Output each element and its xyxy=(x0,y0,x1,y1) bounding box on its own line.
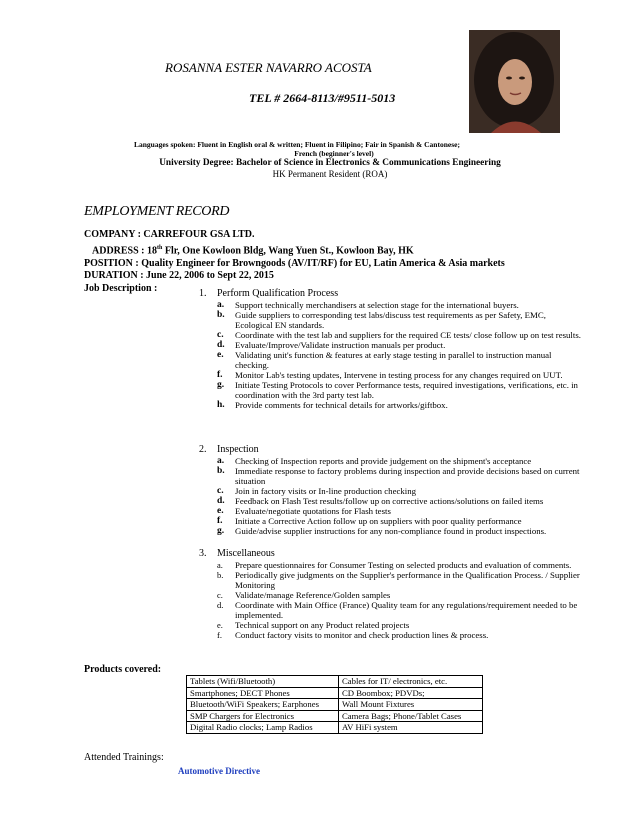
languages xyxy=(134,140,534,158)
list-item: a. Prepare questionnaires for Consumer Testing on selected products and evaluation of comments. xyxy=(217,560,572,570)
list-item: c. Validate/manage Reference/Golden samples xyxy=(217,590,391,600)
products-table xyxy=(186,675,483,734)
company: COMPANY : CARREFOUR GSA LTD. xyxy=(84,229,255,240)
list-item: c. Coordinate with the test lab and suppliers for the required CE tests/ close follow up on test results. xyxy=(217,330,581,340)
candidate-name: ROSANNA ESTER NAVARRO ACOSTA xyxy=(165,60,372,75)
list-item: a. Checking of Inspection reports and provide judgement on the shipment's acceptance xyxy=(217,456,532,466)
table-cell: Tablets (Wifi/Bluetooth) xyxy=(187,676,339,688)
section-title: Miscellaneous xyxy=(217,548,275,559)
section-number: 3. xyxy=(199,548,207,559)
address: ADDRESS : 18th Flr, One Kowloon Bldg, Wang Yuen St., Kowloon Bay, HK xyxy=(92,244,414,257)
section-number: 2. xyxy=(199,444,207,455)
section-title: Perform Qualification Process xyxy=(217,288,339,299)
table-cell: Wall Mount Fixtures xyxy=(339,699,483,711)
list-item: e. Validating unit's function & features at early stage testing in parallel to instruction manual checking. xyxy=(217,350,552,370)
list-item: a. Support technically merchandisers at selection stage for the international buyers. xyxy=(217,300,519,310)
duration: DURATION : June 22, 2006 to Sept 22, 2015 xyxy=(84,270,274,282)
table-row xyxy=(187,710,483,722)
table-row xyxy=(187,722,483,734)
languages-line2: French (beginner's level) xyxy=(294,149,374,158)
list-item: f. Conduct factory visits to monitor and check production lines & process. xyxy=(217,630,489,640)
miscellaneous-items xyxy=(217,560,582,640)
section-number: 1. xyxy=(199,288,207,299)
profile-photo xyxy=(469,30,560,133)
list-item: f. Monitor Lab's testing updates, Intervene in testing process for any changes required on UUT. xyxy=(217,370,563,380)
list-item: f. Initiate a Corrective Action follow up on suppliers with poor quality performance xyxy=(217,516,522,526)
list-item: h. Provide comments for technical details for artworks/giftbox. xyxy=(217,400,448,410)
list-item: b. Guide suppliers to corresponding test labs/discuss test requirements as per Safety, EMC, Ecological EN standards. xyxy=(217,310,546,330)
table-row xyxy=(187,676,483,688)
table-row xyxy=(187,699,483,711)
list-item: g. Guide/advise supplier instructions for any non-compliance found in product inspections. xyxy=(217,526,547,536)
table-cell: CD Boombox; PDVDs; xyxy=(339,687,483,699)
list-item: b. Periodically give judgments on the Supplier's performance in the Qualification Process. / Supplier Monitoring xyxy=(217,570,580,590)
list-item: b. Immediate response to factory problems during inspection and provide decisions based on current situation xyxy=(217,466,580,486)
table-cell: Smartphones; DECT Phones xyxy=(187,687,339,699)
table-cell: Bluetooth/WiFi Speakers; Earphones xyxy=(187,699,339,711)
employment-heading: EMPLOYMENT RECORD xyxy=(84,204,230,219)
list-item: g. Initiate Testing Protocols to cover Performance tests, required investigations, verifications, etc. in coordination with the 3rd party test lab. xyxy=(217,380,578,400)
residency-status: HK Permanent Resident (ROA) xyxy=(272,169,388,179)
list-item: d. Coordinate with Main Office (France) Quality team for any regulations/requirement needed to be implemented. xyxy=(217,600,578,620)
training-item: Automotive Directive xyxy=(178,766,261,776)
table-cell: Camera Bags; Phone/Tablet Cases xyxy=(339,710,483,722)
list-item: d. Evaluate/Improve/Validate instruction manuals per product. xyxy=(217,340,446,350)
list-item: e. Technical support on any Product related projects xyxy=(217,620,410,630)
trainings-heading: Attended Trainings: xyxy=(84,752,164,763)
table-cell: SMP Chargers for Electronics xyxy=(187,710,339,722)
section-title: Inspection xyxy=(217,444,259,455)
table-cell: AV HiFi system xyxy=(339,722,483,734)
table-row xyxy=(187,687,483,699)
job-description-label: Job Description : xyxy=(84,283,158,295)
languages-line1: Languages spoken: Fluent in English oral & written; Fluent in Filipino; Fair in Spanish & Cantonese; xyxy=(134,140,460,149)
university-degree: University Degree: Bachelor of Science in Electronics & Communications Engineering xyxy=(159,158,501,168)
qualification-items xyxy=(217,300,582,410)
position: POSITION : Quality Engineer for Browngoods (AV/IT/RF) for EU, Latin America & Asia markets xyxy=(84,257,505,269)
employment-info xyxy=(84,229,505,296)
list-item: d. Feedback on Flash Test results/follow up on corrective actions/solutions on failed items xyxy=(217,496,544,506)
list-item: e. Evaluate/negotiate quotations for Flash tests xyxy=(217,506,391,516)
table-cell: Digital Radio clocks; Lamp Radios xyxy=(187,722,339,734)
table-cell: Cables for IT/ electronics, etc. xyxy=(339,676,483,688)
list-item: c. Join in factory visits or In-line production checking xyxy=(217,486,417,496)
inspection-items xyxy=(217,456,582,536)
products-heading: Products covered: xyxy=(84,664,162,675)
telephone: TEL # 2664-8113/#9511-5013 xyxy=(249,91,396,105)
